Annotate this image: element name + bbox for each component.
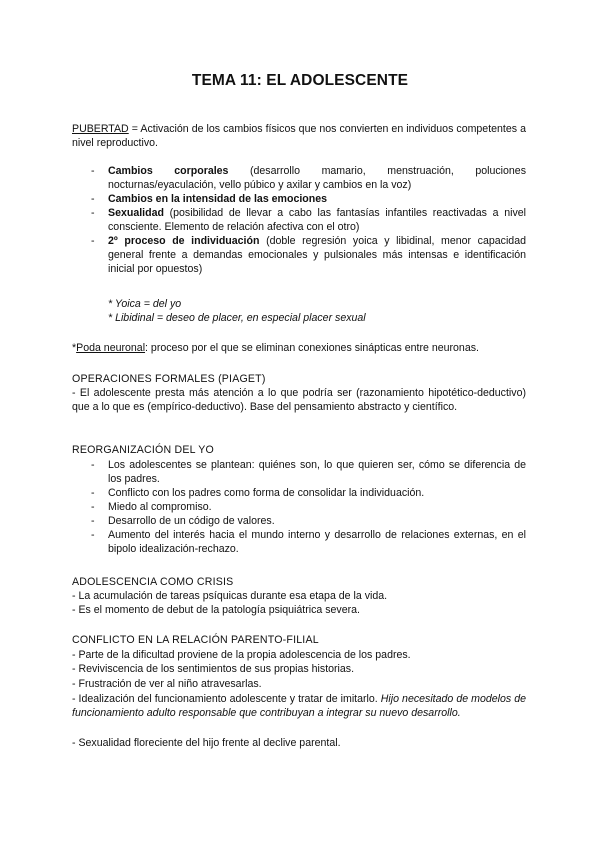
crisis-heading: ADOLESCENCIA COMO CRISIS bbox=[72, 576, 234, 588]
list-item: - Los adolescentes se plantean: quiénes son, lo que quieren ser, cómo se diferencia de los padres. bbox=[72, 458, 526, 486]
operaciones-heading: OPERACIONES FORMALES (PIAGET) bbox=[72, 373, 266, 385]
list-item: - Desarrollo de un código de valores. bbox=[72, 514, 526, 528]
crisis-line: - Es el momento de debut de la patología psiquiátrica severa. bbox=[72, 604, 360, 616]
operaciones-text: - El adolescente presta más atención a lo que podría ser (razonamiento hipotético-deductivo) que a lo que es (empírico-deductivo). Base del pensamiento abstracto y científico. bbox=[72, 387, 526, 413]
pubertad-paragraph bbox=[72, 122, 526, 150]
item-bold: Sexualidad bbox=[108, 207, 164, 219]
poda-neuronal-line bbox=[72, 341, 479, 355]
poda-text: : proceso por el que se eliminan conexiones sinápticas entre neuronas. bbox=[145, 342, 479, 354]
poda-star: * bbox=[72, 342, 77, 354]
poda-term: Poda neuronal bbox=[76, 342, 146, 354]
conflicto-line: - Frustración de ver al niño atravesarlas. bbox=[72, 678, 262, 690]
conflicto-line: - Parte de la dificultad proviene de la propia adolescencia de los padres. bbox=[72, 649, 411, 661]
crisis-line: - La acumulación de tareas psíquicas durante esa etapa de la vida. bbox=[72, 590, 388, 602]
conflicto-line: - Sexualidad floreciente del hijo frente al declive parental. bbox=[72, 737, 341, 749]
list-item bbox=[72, 234, 526, 276]
item-bold: Cambios corporales bbox=[108, 165, 229, 177]
conflicto-idealizacion bbox=[72, 692, 526, 720]
list-item: - Conflicto con los padres como forma de consolidar la individuación. bbox=[72, 486, 526, 500]
conflicto-line: - Reviviscencia de los sentimientos de sus propias historias. bbox=[72, 663, 355, 675]
item-bold: Cambios en la intensidad de las emociones bbox=[108, 193, 328, 205]
item-bold: 2º proceso de individuación bbox=[108, 235, 260, 247]
page-title: TEMA 11: EL ADOLESCENTE bbox=[191, 72, 409, 89]
list-item bbox=[72, 192, 526, 206]
conflicto-heading: CONFLICTO EN LA RELACIÓN PARENTO-FILIAL bbox=[72, 634, 319, 646]
reorganizacion-list bbox=[72, 458, 526, 556]
list-item bbox=[72, 206, 526, 234]
idealizacion-text: - Idealización del funcionamiento adolescente y tratar de imitarlo. bbox=[72, 693, 381, 705]
item-text: (desarrollo mamario, menstruación, poluciones nocturnas/eyaculación, vello púbico y axilar y cambios en la voz) bbox=[108, 165, 526, 191]
pubertad-list bbox=[72, 164, 526, 276]
idealizacion-italic: Hijo necesitado de modelos de funcionamiento adulto responsable que contribuyan a integrar su nuevo desarrollo. bbox=[72, 693, 526, 719]
list-item: - Aumento del interés hacia el mundo interno y desarrollo de relaciones externas, en el bipolo idealización-rechazo. bbox=[72, 528, 526, 556]
note-yoica: * Yoica = del yo bbox=[108, 298, 182, 310]
pubertad-definition: = Activación de los cambios físicos que nos convierten en individuos competentes a nivel reproductivo. bbox=[72, 123, 526, 149]
note-libidinal: * Libidinal = deseo de placer, en especial placer sexual bbox=[108, 312, 366, 324]
pubertad-term: PUBERTAD bbox=[72, 123, 129, 135]
item-text: (doble regresión yoica y libidinal, menor capacidad general frente a demandas emocionales y pulsionales más intensas e identificación inicial por opuestos) bbox=[108, 235, 526, 275]
reorganizacion-heading: REORGANIZACIÓN DEL YO bbox=[72, 444, 214, 456]
item-text: (posibilidad de llevar a cabo las fantasías infantiles reactivadas a nivel consciente. Elemento de relación afectiva con el otro) bbox=[108, 207, 526, 233]
list-item bbox=[72, 164, 526, 192]
list-item: - Miedo al compromiso. bbox=[72, 500, 526, 514]
